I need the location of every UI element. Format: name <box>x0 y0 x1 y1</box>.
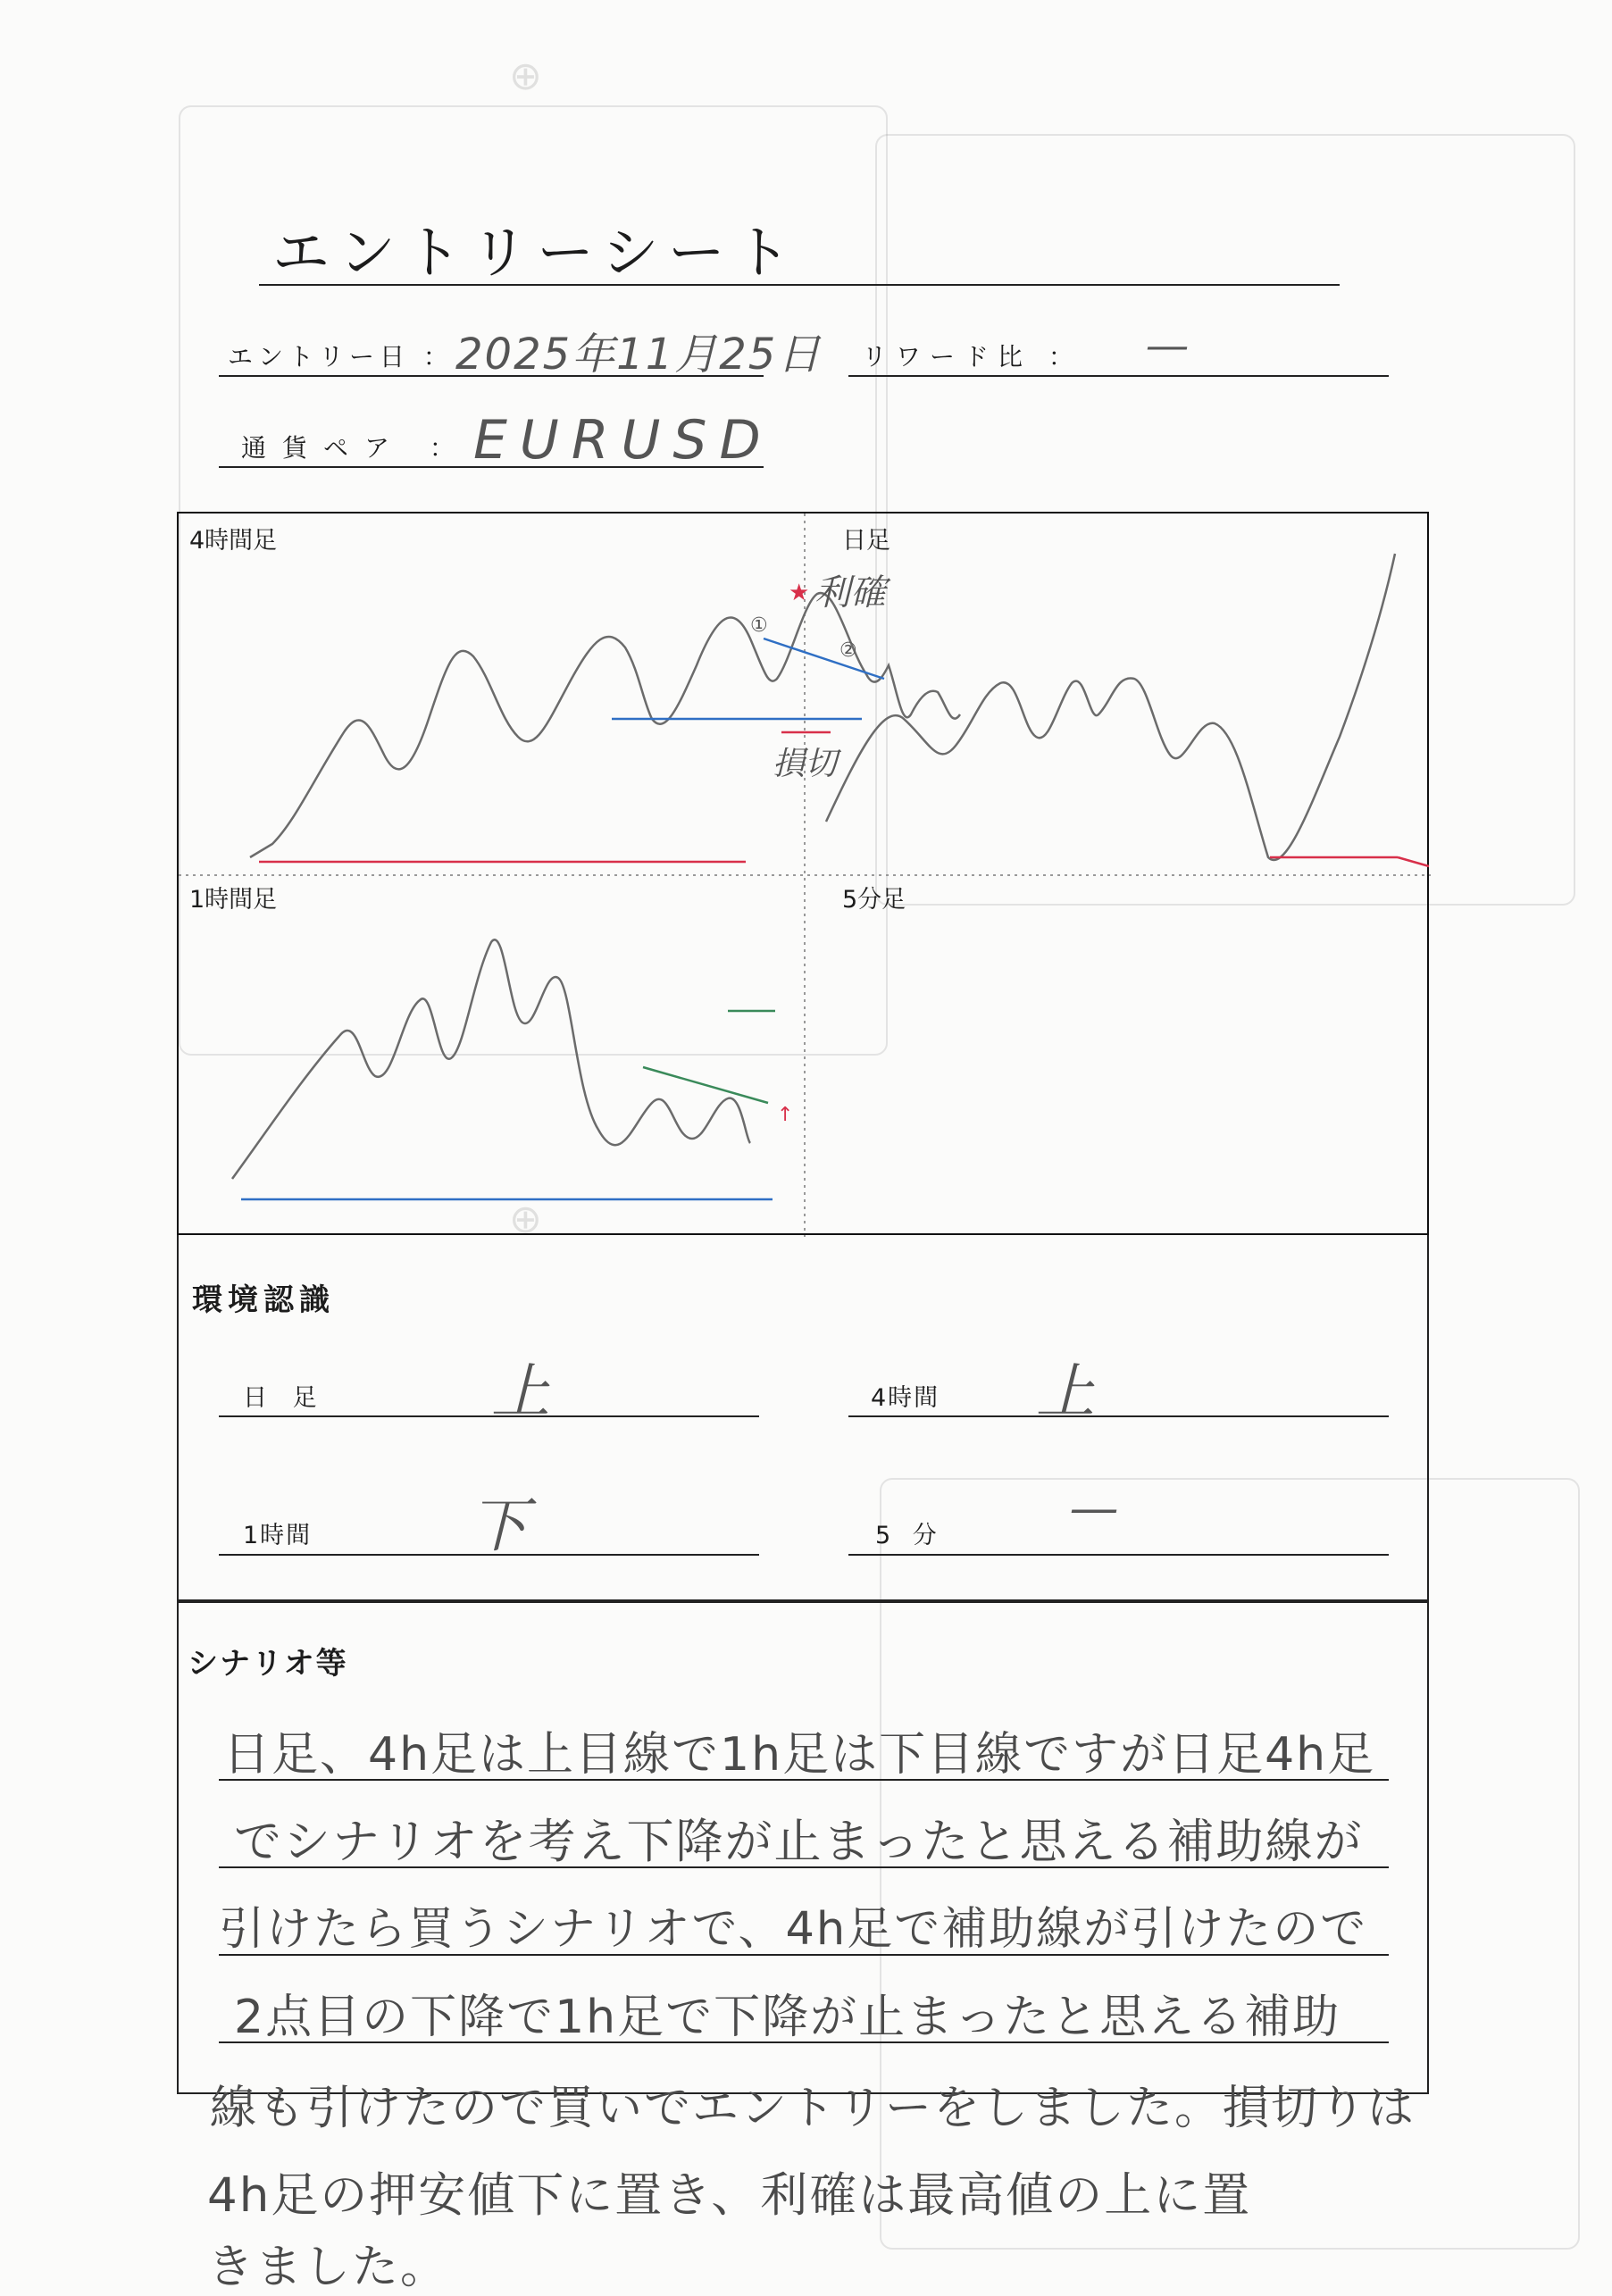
daily-red-low-tail <box>1398 857 1429 866</box>
env-h1-label: 1時間 <box>243 1522 313 1549</box>
bleed-through-mark: ⊕ <box>509 54 542 99</box>
h1-red-arrow: ↑ <box>777 1104 794 1126</box>
chart-sketches <box>179 513 1431 1237</box>
bleed-through-mark-2: ⊕ <box>509 1197 542 1242</box>
pair-value: EURUSD <box>473 409 773 472</box>
env-daily-label: 日 足 <box>243 1384 326 1412</box>
entry-date-colon: ： <box>422 342 454 372</box>
h4-take-profit-note: 利確 <box>814 572 886 614</box>
h4-red-star: ★ <box>789 580 810 606</box>
h4-point-2: ② <box>839 639 857 662</box>
pair-label-text: 通貨ペア <box>241 433 406 463</box>
environment-box <box>177 1235 1429 1601</box>
entry-date-label-text: エントリー日 <box>228 342 411 372</box>
h4-price-sketch <box>250 593 960 857</box>
h1-green-trendline <box>643 1067 768 1103</box>
env-h4-label: 4時間 <box>871 1384 940 1412</box>
pair-label <box>241 429 471 464</box>
scenario-line-1: 日足、4h足は上目線で1h足は下目線ですが日足4h足 <box>223 1728 1376 1782</box>
h4-chart-label: 4時間足 <box>189 527 278 555</box>
entry-date-label <box>228 338 454 373</box>
scenario-title: シナリオ等 <box>188 1646 348 1682</box>
chart-grid <box>177 512 1429 1235</box>
reward-label <box>862 338 1082 373</box>
daily-price-sketch <box>826 554 1395 860</box>
entry-date-underline <box>219 375 764 377</box>
env-h4-underline <box>848 1415 1389 1417</box>
scenario-line-5: 線も引けたので買いでエントリーをしました。損切りは <box>210 2082 1416 2135</box>
m5-chart-label: 5分足 <box>842 886 906 914</box>
title-underline <box>259 284 1340 286</box>
scenario-line-6: 4h足の押安値下に置き、利確は最高値の上に置 <box>207 2168 1252 2223</box>
h1-chart-label: 1時間足 <box>189 886 278 914</box>
env-daily-underline <box>219 1415 759 1417</box>
h1-price-sketch <box>232 939 750 1179</box>
reward-colon: ： <box>1048 342 1082 372</box>
scenario-line-3: 引けたら買うシナリオで、4h足で補助線が引けたので <box>219 1903 1368 1956</box>
scenario-line-2: でシナリオを考え下降が止まったと思える補助線が <box>234 1815 1364 1869</box>
scenario-line-7: きました。 <box>207 2241 449 2294</box>
environment-title: 環境認識 <box>192 1282 335 1318</box>
reward-value: ― <box>1148 323 1187 369</box>
daily-chart-label: 日足 <box>842 527 890 555</box>
sheet-title: エントリーシート <box>272 221 800 287</box>
pair-colon: ： <box>429 433 471 463</box>
env-h1-underline <box>219 1554 759 1556</box>
reward-label-text: リワード比 <box>862 342 1032 372</box>
pair-underline <box>219 466 764 468</box>
env-daily-value: 上 <box>491 1357 550 1426</box>
reward-underline <box>848 375 1389 377</box>
entry-date-value: 2025年11月25日 <box>455 330 823 380</box>
env-m5-label: 5 分 <box>875 1522 944 1549</box>
h4-point-1: ① <box>750 614 768 637</box>
env-m5-value: ― <box>1072 1482 1116 1534</box>
env-h1-value: 下 <box>469 1491 528 1560</box>
h4-stop-loss-note: 損切 <box>773 746 838 782</box>
env-h4-value: 上 <box>1036 1357 1095 1426</box>
env-m5-underline <box>848 1554 1389 1556</box>
scenario-line-4: 2点目の下降で1h足で下降が止まったと思える補助 <box>234 1991 1341 2044</box>
